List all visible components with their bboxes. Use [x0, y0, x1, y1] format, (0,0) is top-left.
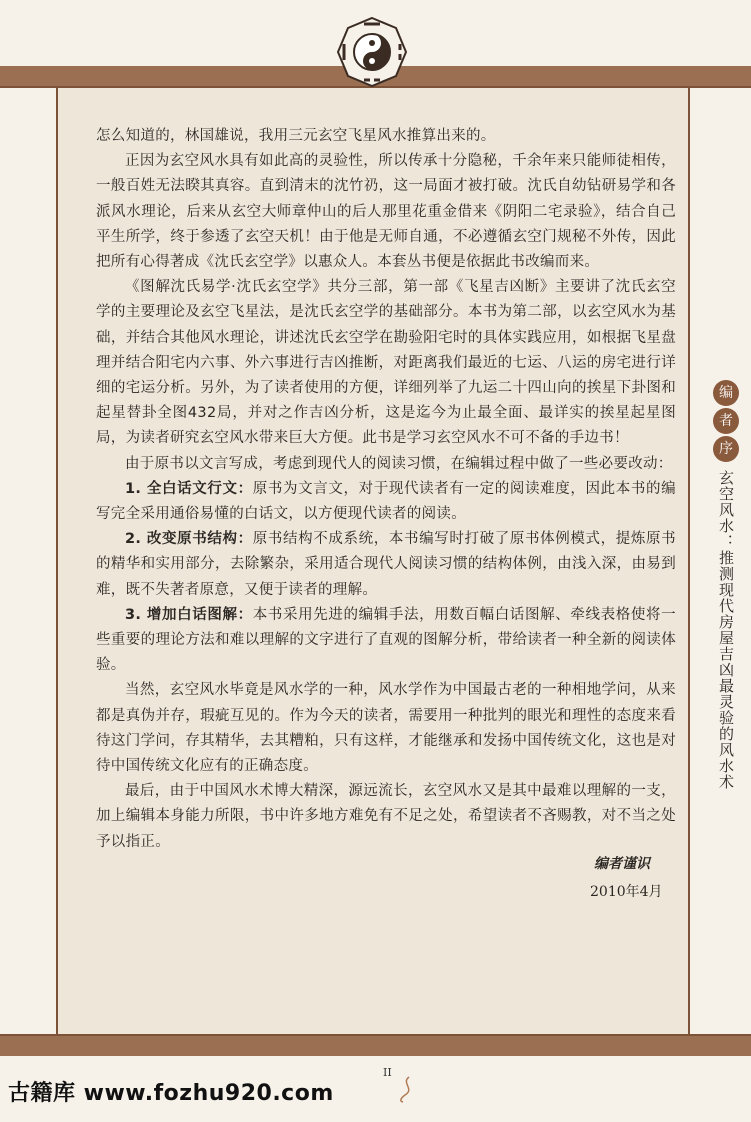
paragraph-3	[96, 275, 676, 451]
side-badge-3: 序	[713, 436, 739, 462]
side-tab	[706, 380, 746, 790]
footer-site-watermark: 古籍库 www.fozhu920.com	[8, 1081, 334, 1106]
paragraph-text: 怎么知道的，林国雄说，我用三元玄空飞星风水推算出来的。	[96, 128, 496, 144]
paragraph-7	[96, 603, 676, 679]
signature-name: 编者谨识	[594, 856, 650, 872]
bagua-emblem-icon	[336, 16, 408, 88]
signature-block	[560, 850, 680, 906]
paragraph-6	[96, 527, 676, 603]
paragraph-8	[96, 678, 676, 779]
paragraph-9	[96, 779, 676, 855]
paragraph-heading: 3. 增加白话图解：	[125, 606, 253, 623]
side-badge-2: 者	[713, 408, 739, 434]
paragraph-text: 当然，玄空风水毕竟是风水学的一种，风水学作为中国最古老的一种相地学问，从来都是真伪并存，瑕疵互见的。作为今天的读者，需要用一种批判的眼光和理性的态度来看待这门学问，存其精华，去其糟粕，只有这样，才能继承和发扬中国传统文化，这也是对待中国传统文化应有的正确态度。	[96, 682, 676, 775]
paragraph-5	[96, 477, 676, 527]
preface-body	[96, 124, 676, 855]
bottom-decorative-band	[0, 1036, 751, 1056]
paragraph-text: 原书结构不成系统，本书编写时打破了原书体例模式，提炼原书的精华和实用部分，去除繁杂，采用适合现代人阅读习惯的结构体例，由浅入深，由易到难，既不失著者原意，又便于读者的理解。	[96, 531, 676, 598]
paragraph-4	[96, 452, 676, 477]
paragraph-text: 《图解沈氏易学·沈氏玄空学》共分三部，第一部《飞星吉凶断》主要讲了沈氏玄空学的主要理论及玄空飞星法，是沈氏玄空学的基础部分。本书为第二部，以玄空风水为基础，并结合其他风水理论，讲述沈氏玄空学在勘验阳宅时的具体实践应用，如根据飞星盘理并结合阳宅内六事、外六事进行吉凶推断，对距离我们最近的七运、八运的房宅进行详细的宅运分析。另外，为了读者使用的方便，详细列举了九运二十四山向的挨星下卦图和起星替卦全图432局，并对之作吉凶分析，这是迄今为止最全面、最详实的挨星起星图局，为读者研究玄空风水带来巨大方便。此书是学习玄空风水不可不备的手边书！	[96, 279, 676, 447]
paragraph-heading: 1. 全白话文行文：	[125, 480, 253, 497]
paragraph-text: 原书为文言文，对于现代读者有一定的阅读难度，因此本书的编写完全采用通俗易懂的白话文，以方便现代读者的阅读。	[96, 480, 676, 523]
paragraph-text: 正因为玄空风水具有如此高的灵验性，所以传承十分隐秘，千余年来只能师徒相传，一般百姓无法睽其真容。直到清末的沈竹礽，这一局面才被打破。沈氏自幼钻研易学和各派风水理论，后来从玄空大师章仲山的后人那里花重金借来《阴阳二宅录验》，结合自己平生所学，终于参透了玄空天机！由于他是无师自通，不必遵循玄空门规秘不外传，因此把所有心得著成《沈氏玄空学》以惠众人。本套丛书便是依据此书改编而来。	[96, 153, 676, 271]
side-badge-1: 编	[713, 380, 739, 406]
paragraph-heading: 2. 改变原书结构：	[125, 531, 253, 548]
paragraph-text: 由于原书以文言写成，考虑到现代人的阅读习惯，在编辑过程中做了一些必要改动：	[125, 455, 673, 472]
paragraph-1	[96, 124, 676, 149]
paragraph-text: 本书采用先进的编辑手法，用数百幅白话图解、牵线表格使将一些重要的理论方法和难以理解的文字进行了直观的图解分析，带给读者一种全新的阅读体验。	[96, 606, 676, 674]
swirl-ornament-icon	[395, 1075, 417, 1103]
signature-date: 2010年4月	[590, 884, 663, 900]
page-number: II	[383, 1066, 392, 1079]
paragraph-2	[96, 149, 676, 275]
side-book-title: 玄空风水：推测现代房屋吉凶最灵验的风水术	[717, 470, 735, 790]
paragraph-text: 最后，由于中国风水术博大精深，源远流长，玄空风水又是其中最难以理解的一支，加上编辑本身能力所限，书中许多地方难免有不足之处，希望读者不吝赐教，对不当之处予以指正。	[96, 783, 676, 850]
